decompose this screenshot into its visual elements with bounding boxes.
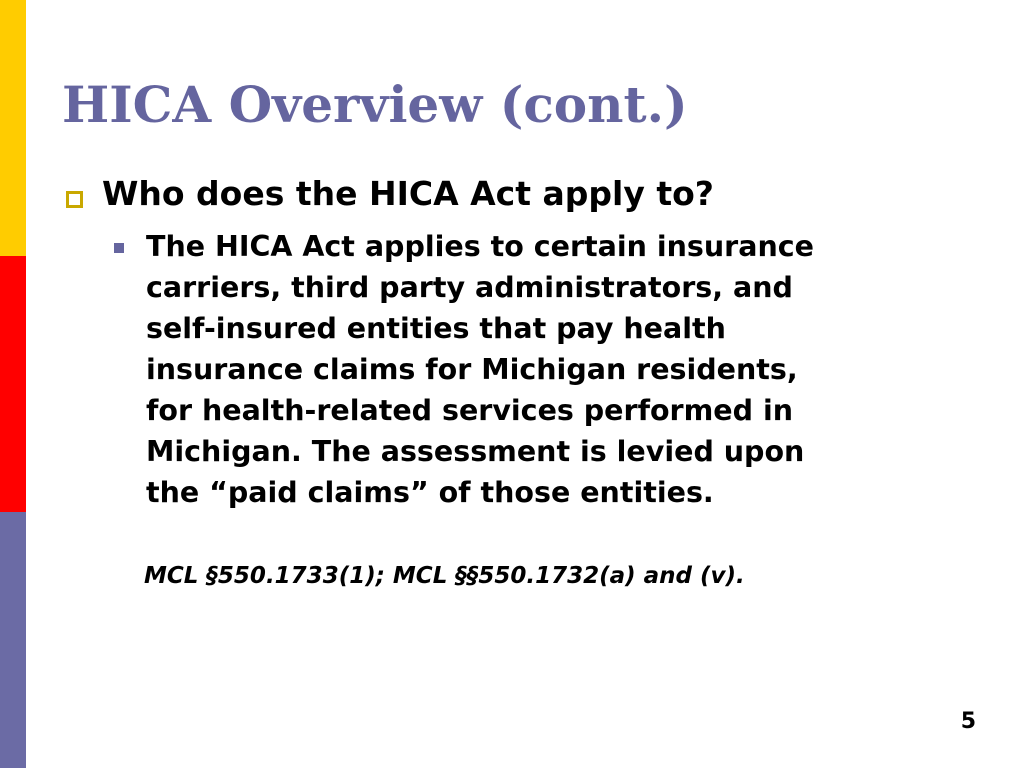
page-number: 5 xyxy=(960,709,976,734)
bullet-level1-text: Who does the HICA Act apply to? xyxy=(102,174,714,213)
side-bar-yellow-segment xyxy=(0,0,26,256)
side-bar-purple-segment xyxy=(0,512,26,768)
bullet-level2-text: The HICA Act applies to certain insurance carriers, third party administrators, and self-insured entities that pay health insurance claims for Michigan residents, for health-related services performed in Michigan. The assessment is levied upon the “paid claims” of those entities. xyxy=(146,230,814,509)
legal-citation: MCL §550.1733(1); MCL §§550.1732(a) and (v). xyxy=(144,563,745,589)
side-bar-red-segment xyxy=(0,256,26,512)
filled-square-bullet-icon xyxy=(114,243,124,253)
side-color-bar xyxy=(0,0,26,768)
slide-title: HICA Overview (cont.) xyxy=(62,75,688,134)
hollow-square-bullet-icon xyxy=(66,191,83,208)
